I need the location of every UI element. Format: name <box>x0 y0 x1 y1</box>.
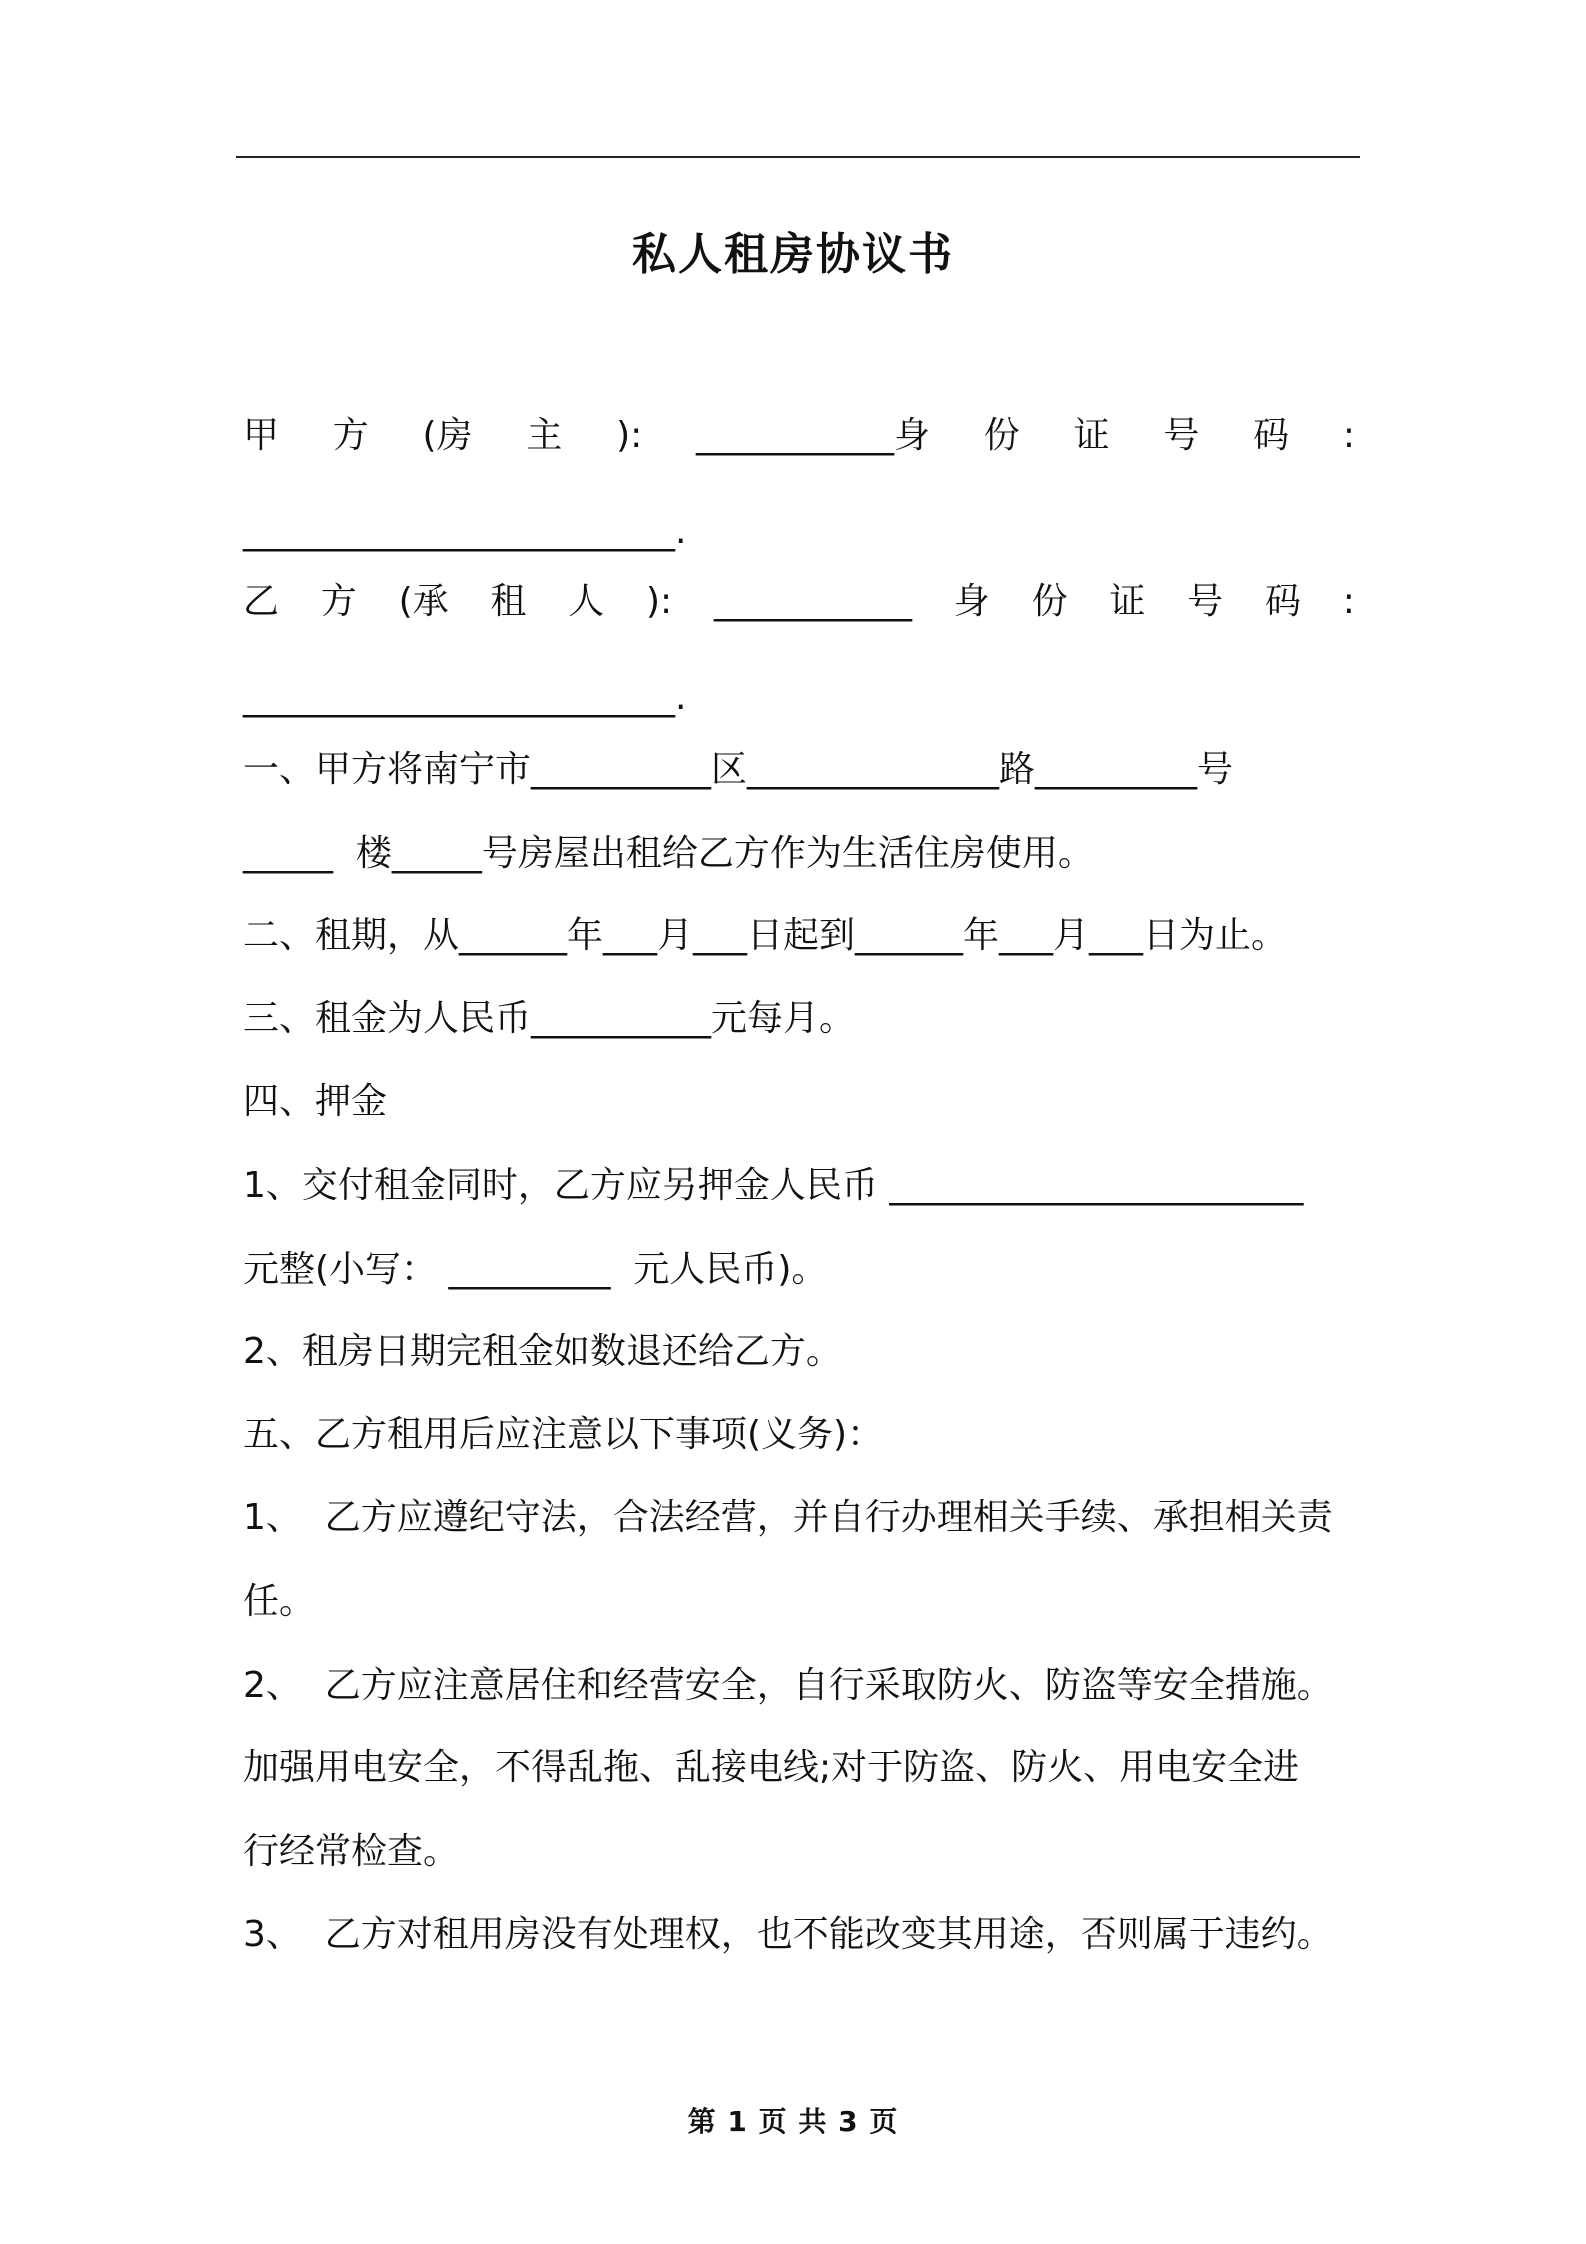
party-a-id-blank: ________________________. <box>243 511 687 552</box>
clause-line: 元整(小写： _________ 元人民币)。 <box>243 1249 828 1290</box>
party-b-token: 人 <box>568 581 605 622</box>
party-a-token: 证 <box>1073 415 1110 456</box>
party-b-token: 乙 <box>243 581 280 622</box>
party-b-line <box>243 580 1355 624</box>
party-b-token: (承 <box>398 581 449 622</box>
party-b-token: ___________ <box>713 581 912 622</box>
clause-line: 2、 乙方应注意居住和经营安全，自行采取防火、防盗等安全措施。 <box>243 1665 1333 1706</box>
clause-line: 3、 乙方对租用房没有处理权，也不能改变其用途，否则属于违约。 <box>243 1914 1333 1955</box>
party-a-token: 甲 <box>243 415 280 456</box>
clause-line: 五、乙方租用后应注意以下事项(义务)： <box>243 1414 884 1455</box>
party-b-token: 码 <box>1264 581 1301 622</box>
page-footer: 第 1 页 共 3 页 <box>687 2105 899 2138</box>
party-b-token: 身 <box>953 581 990 622</box>
party-b-id-blank: ________________________. <box>243 677 687 718</box>
party-a-token: 份 <box>983 415 1020 456</box>
clause-line: 加强用电安全，不得乱拖、乱接电线;对于防盗、防火、用电安全进 <box>243 1747 1300 1788</box>
party-a-token: ): <box>616 415 643 456</box>
party-a-token: 码 <box>1253 415 1290 456</box>
party-a-token: 方 <box>332 415 369 456</box>
party-a-line <box>243 414 1355 458</box>
party-b-token: 方 <box>320 581 357 622</box>
party-b-token: ): <box>646 581 673 622</box>
party-b-token: 份 <box>1031 581 1068 622</box>
header-rule <box>236 156 1360 158</box>
clause-line: 2、租房日期完租金如数退还给乙方。 <box>243 1331 842 1372</box>
party-a-token: 号 <box>1163 415 1200 456</box>
clause-line: 行经常检查。 <box>243 1831 460 1872</box>
party-b-token: 租 <box>490 581 527 622</box>
clause-line: 1、交付租金同时，乙方应另押金人民币 _______________________ <box>243 1165 1304 1206</box>
clause-line: 三、租金为人民币__________元每月。 <box>243 998 856 1039</box>
party-a-token: : <box>1342 415 1355 456</box>
clause-line: 1、 乙方应遵纪守法，合法经营，并自行办理相关手续、承担相关责 <box>243 1497 1333 1538</box>
party-b-token: 证 <box>1109 581 1146 622</box>
party-b-token: 号 <box>1187 581 1224 622</box>
party-a-token: 主 <box>526 415 563 456</box>
clause-line: 任。 <box>243 1581 316 1622</box>
clause-line: 二、租期，从______年___月___日起到______年___月___日为止。 <box>243 915 1288 956</box>
party-b-token: : <box>1342 581 1355 622</box>
clause-line: 四、押金 <box>243 1081 388 1122</box>
clause-line: 一、甲方将南宁市__________区______________路_________号 <box>243 749 1234 790</box>
party-a-token: ___________身 <box>696 415 931 456</box>
document-title: 私人租房协议书 <box>632 229 954 280</box>
party-a-token: (房 <box>422 415 473 456</box>
clause-line: _____ 楼_____号房屋出租给乙方作为生活住房使用。 <box>243 833 1094 874</box>
